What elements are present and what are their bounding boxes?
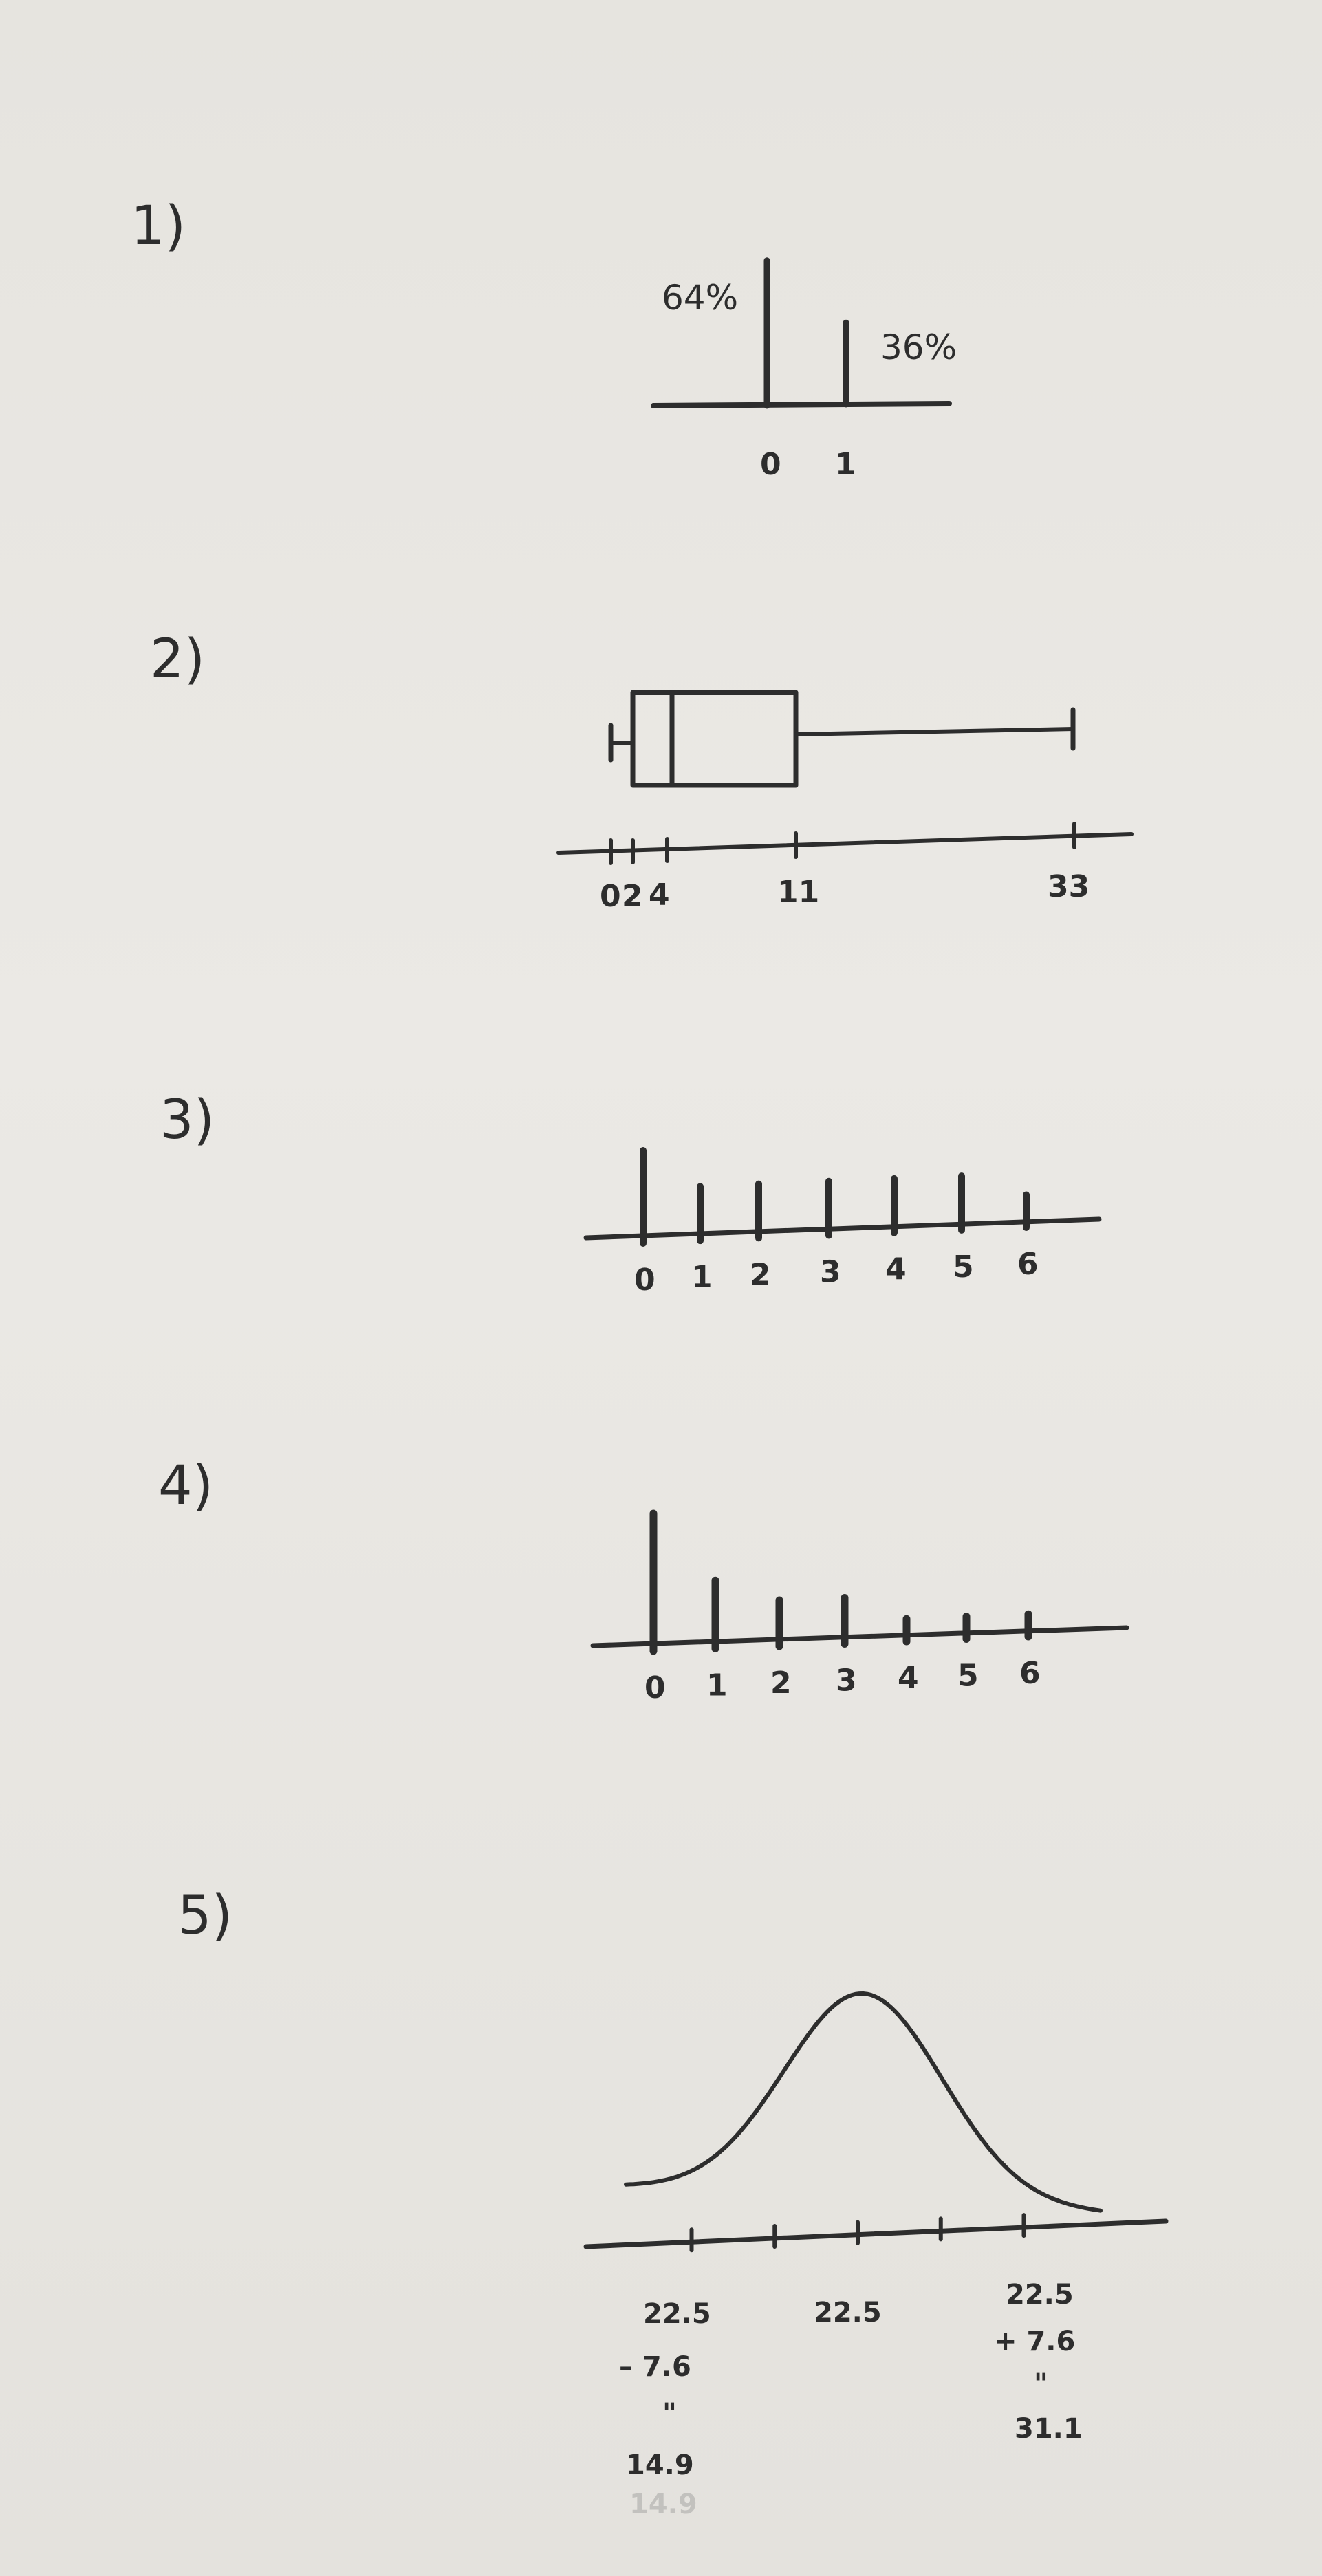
chart-1-axis xyxy=(653,404,949,406)
normal-curve xyxy=(626,1994,1101,2211)
chart-4-number: 4) xyxy=(158,1455,214,1517)
chart-4-tick-labels xyxy=(644,1656,1041,1705)
chart-4-tick-2: 2 xyxy=(770,1666,792,1701)
chart-2-tick-33: 33 xyxy=(1048,869,1090,904)
chart-3-tick-labels xyxy=(634,1247,1039,1298)
chart-1-number: 1) xyxy=(131,195,186,257)
left-label-mean: 22.5 xyxy=(643,2298,711,2330)
chart-4-tick-1: 1 xyxy=(706,1668,728,1703)
chart-2-tick-2: 2 xyxy=(622,879,643,914)
chart-4-bars xyxy=(653,1514,1028,1651)
box-right-whisker xyxy=(796,729,1073,734)
chart-4-axis xyxy=(593,1628,1127,1646)
chart-2-tick-11: 11 xyxy=(777,875,820,910)
chart-1 xyxy=(131,195,957,482)
chart-3-tick-4: 4 xyxy=(885,1252,907,1287)
chart-4-tick-6: 6 xyxy=(1019,1656,1041,1691)
chart-1-label-0: 64% xyxy=(662,278,739,318)
chart-4-tick-5: 5 xyxy=(957,1658,979,1694)
center-label-mean: 22.5 xyxy=(814,2297,882,2328)
chart-5 xyxy=(177,1885,1166,2520)
chart-3-axis xyxy=(586,1219,1099,1238)
chart-1-label-1: 36% xyxy=(880,327,957,367)
left-label-minus-sd: – 7.6 xyxy=(619,2351,691,2383)
chart-5-number: 5) xyxy=(177,1885,233,1947)
chart-4-tick-0: 0 xyxy=(644,1670,666,1705)
chart-3-tick-1: 1 xyxy=(691,1260,713,1296)
chart-5-axis xyxy=(586,2221,1166,2247)
left-label-result: 14.9 xyxy=(626,2449,694,2481)
chart-4-tick-4: 4 xyxy=(898,1661,919,1696)
right-label-plus-sd: + 7.6 xyxy=(994,2326,1076,2357)
chart-3-tick-5: 5 xyxy=(953,1249,974,1285)
left-label-faint-result: 14.9 xyxy=(629,2489,697,2520)
left-label-equals: " xyxy=(662,2398,677,2430)
right-label-equals: " xyxy=(1034,2368,1048,2400)
chart-2-number: 2) xyxy=(150,629,206,690)
chart-3-tick-2: 2 xyxy=(750,1257,771,1293)
right-label-mean: 22.5 xyxy=(1006,2279,1074,2311)
chart-4-tick-3: 3 xyxy=(836,1663,857,1699)
chart-2 xyxy=(150,629,1131,914)
chart-3 xyxy=(160,1089,1099,1298)
chart-2-axis xyxy=(559,834,1131,853)
chart-5-axis-ticks xyxy=(692,2215,1024,2250)
chart-1-bars xyxy=(767,261,846,406)
chart-3-number: 3) xyxy=(160,1089,215,1151)
chart-3-tick-3: 3 xyxy=(820,1254,841,1290)
chart-1-tick-1: 1 xyxy=(835,447,856,482)
chart-4 xyxy=(158,1455,1127,1705)
chart-3-tick-0: 0 xyxy=(634,1263,655,1298)
right-label-result: 31.1 xyxy=(1015,2413,1083,2445)
chart-2-tick-4: 4 xyxy=(649,877,670,913)
chart-1-tick-0: 0 xyxy=(760,447,781,482)
box-iqr xyxy=(633,692,796,785)
chart-3-tick-6: 6 xyxy=(1017,1247,1039,1282)
chart-2-tick-0: 0 xyxy=(600,879,621,914)
